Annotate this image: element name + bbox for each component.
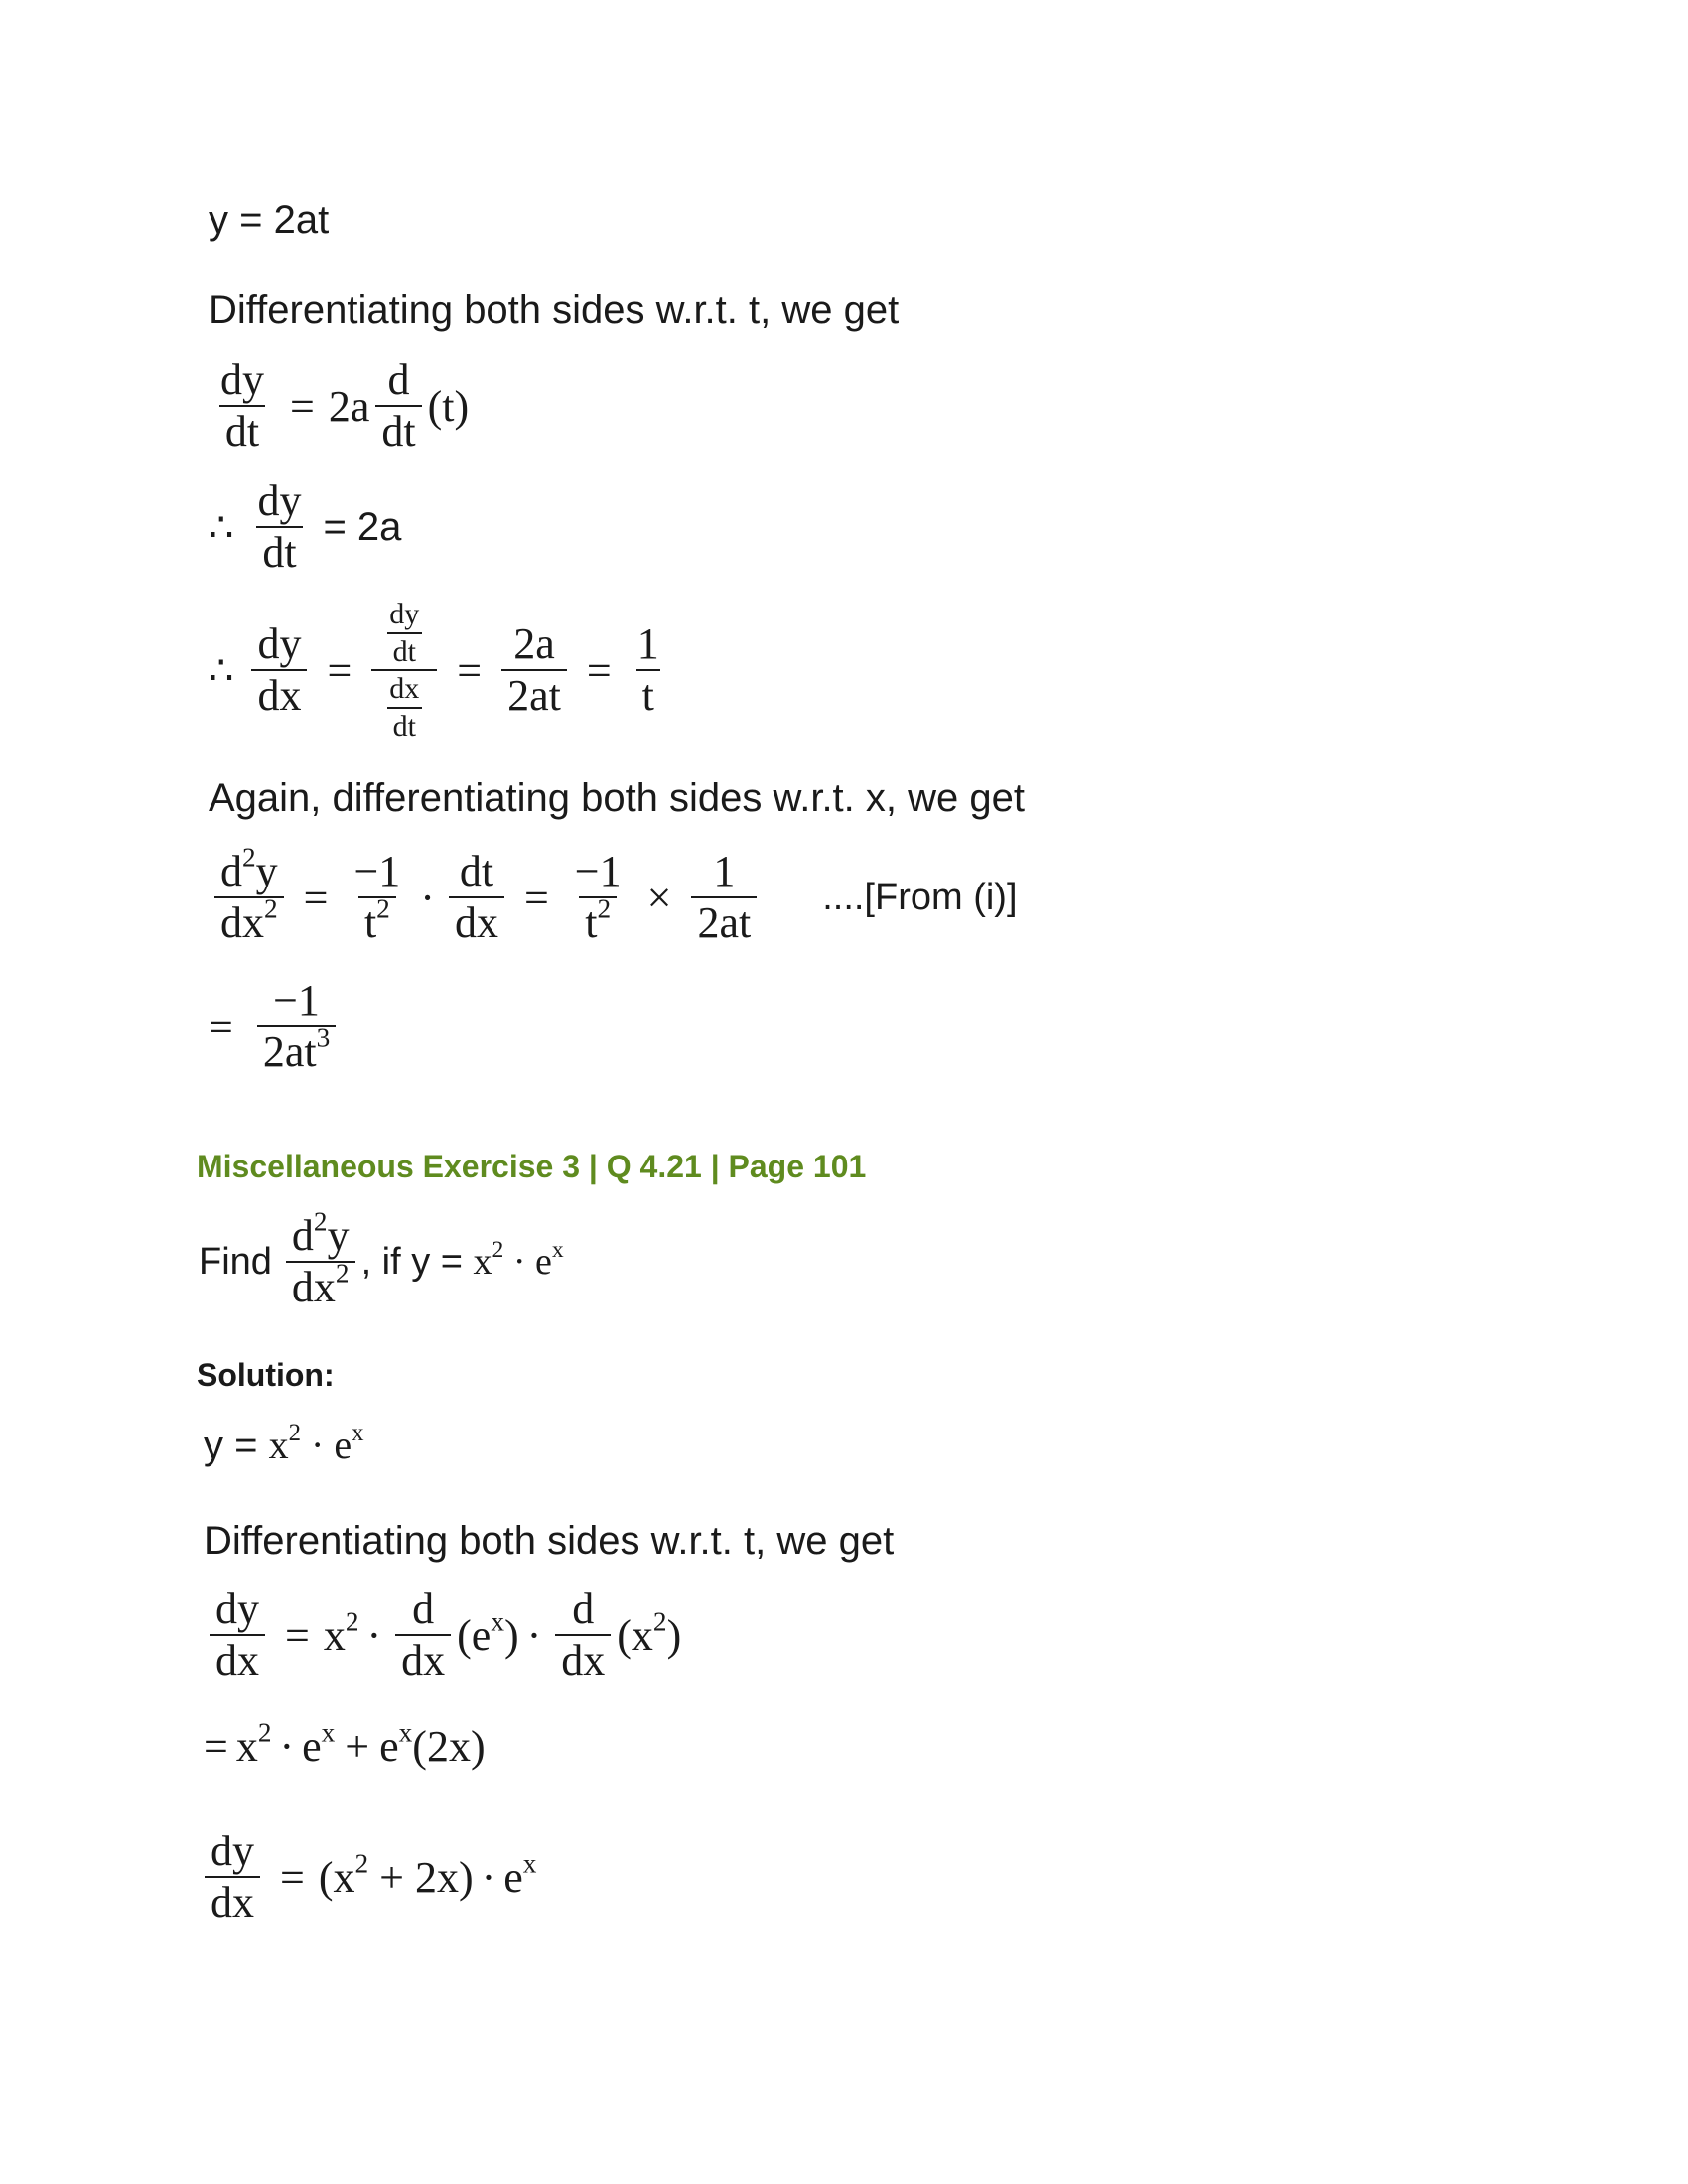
product-rule-line-1: $\frac{dy}{dx}$ = $x^2$ · $\frac{d}{dx}$ $(e^x)$ · $\frac{d}{dx}$ $(x^2)$ <box>204 1586 681 1684</box>
fraction-d2y-dx2: $\frac{d^2y}{dx^2}$ <box>286 1213 355 1310</box>
fraction-dy-dx: $\frac{dy}{dx}$ <box>210 1586 265 1684</box>
compound-fraction <box>371 599 437 742</box>
derivative-line-2: ∴ $\frac{dy}{dt}$ = 2a <box>209 477 402 578</box>
fraction-neg1-t2: $\frac{-1}{t^2}$ <box>353 847 401 948</box>
fraction-dy-dx: $\frac{dy}{dx}$ <box>205 1829 260 1926</box>
second-derivative-result: = $\frac{-1}{2at^3}$ <box>209 978 342 1075</box>
fraction-1-2at: $\frac{1}{2at}$ <box>691 849 757 946</box>
solution-label: Solution: <box>197 1357 335 1393</box>
equation-y-x2-ex: $y = x^2 \cdot e^x$ <box>204 1420 364 1467</box>
fraction-dy-dx: $\frac{dy}{dx}$ <box>251 621 307 719</box>
product-rule-line-2: = $x^2$ · $e^x$ + $e^x(2x)$ <box>204 1717 486 1771</box>
equation-y-2at: y = 2at <box>209 199 330 242</box>
fraction-d2y-dx2: $\frac{d^2y}{dx^2}$ <box>214 849 284 946</box>
fraction-dy-dt: $\frac{dy}{dt}$ <box>257 477 302 578</box>
fraction-1-t: $\frac{1}{t}$ <box>636 618 659 720</box>
again-diff-text: Again, differentiating both sides w.r.t. x, we get <box>209 776 1025 820</box>
fraction-dx-dt-small: $\frac{dx}{dt}$ <box>383 673 425 742</box>
fraction-d-dx: $\frac{d}{dx}$ <box>555 1586 611 1684</box>
fraction-2a-2at: $\frac{2a}{2at}$ <box>501 621 567 719</box>
fraction-dt-dx: $\frac{dt}{dx}$ <box>449 849 504 946</box>
fraction-d-dt: $\frac{d}{dt}$ <box>375 357 421 455</box>
fraction-neg1-2at3: $\frac{-1}{2at^3}$ <box>257 978 336 1075</box>
fraction-neg1-t2: $\frac{-1}{t^2}$ <box>574 847 622 948</box>
fraction-d-dx: $\frac{d}{dx}$ <box>395 1586 451 1684</box>
diff-wrt-t-text-2: Differentiating both sides w.r.t. t, we get <box>204 1519 895 1563</box>
second-derivative-line: $\frac{d^2y}{dx^2}$ = $\frac{-1}{t^2}$ · $\frac{dt}{dx}$ = $\frac{-1}{t^2}$ × $\frac{1}{2at}$ ....[From (i)] <box>209 849 1018 946</box>
exercise-heading: Miscellaneous Exercise 3 | Q 4.21 | Page 101 <box>197 1149 867 1184</box>
final-result-line: $\frac{dy}{dx}$ = $(x^2 + 2x)$ · $e^x$ <box>199 1829 536 1926</box>
derivative-line-3: ∴ $\frac{dy}{dx}$ = $\frac{\frac{dy}{dt}}{\frac{dx}{dt}}$ = $\frac{2a}{2at}$ = $\frac{1}{t}$ <box>209 599 671 742</box>
fraction-dy-dt-small: $\frac{dy}{dt}$ <box>383 599 425 667</box>
fraction-dy-dt: $\frac{dy}{dt}$ <box>220 355 264 457</box>
diff-wrt-t-text: Differentiating both sides w.r.t. t, we get <box>209 288 900 332</box>
therefore-symbol: ∴ <box>209 647 234 693</box>
therefore-symbol: ∴ <box>209 504 234 550</box>
reference-note: ....[From (i)] <box>822 876 1018 918</box>
derivative-line-1: $\frac{dy}{dt}$ = 2a $\frac{d}{dt}$ (t) <box>209 357 469 455</box>
question-line: Find $\frac{d^2y}{dx^2}$ , if y = $x^2 \cdot e^x$ <box>199 1206 564 1312</box>
